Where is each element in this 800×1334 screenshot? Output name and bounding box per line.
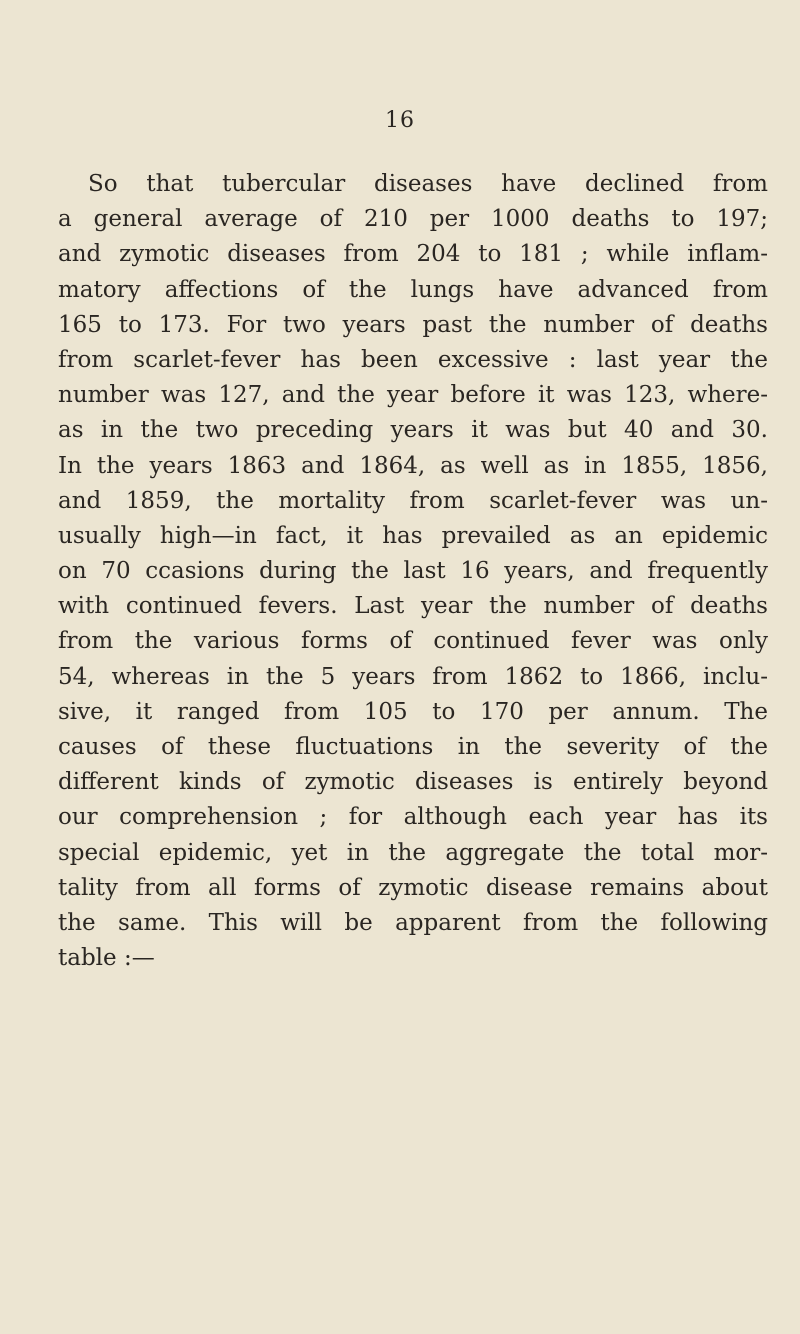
text-line: from scarlet-fever has been excessive : last year the — [58, 346, 768, 373]
text-line: different kinds of zymotic diseases is entirely beyond — [58, 769, 768, 796]
text-line: tality from all forms of zymotic disease remains about — [58, 874, 768, 901]
text-line: with continued fevers. Last year the number of deaths — [58, 593, 768, 620]
body-paragraph — [58, 167, 768, 976]
text-line: on 70 ccasions during the last 16 years, and frequently — [58, 558, 768, 585]
text-line: usually high—in fact, it has prevailed as an epidemic — [58, 522, 768, 549]
text-line: sive, it ranged from 105 to 170 per annum. The — [58, 698, 768, 725]
text-line: the same. This will be apparent from the following — [58, 909, 768, 936]
text-line: and zymotic diseases from 204 to 181 ; while inflam- — [58, 241, 768, 268]
text-line: 165 to 173. For two years past the number of deaths — [58, 311, 768, 338]
text-line: matory affections of the lungs have advanced from — [58, 276, 768, 303]
text-line: number was 127, and the year before it was 123, where- — [58, 382, 768, 409]
text-line: 54, whereas in the 5 years from 1862 to 1866, inclu- — [58, 663, 768, 690]
text-line: table :— — [58, 945, 155, 972]
text-line: a general average of 210 per 1000 deaths to 197; — [58, 206, 768, 233]
text-line: So that tubercular diseases have declined from — [88, 171, 768, 197]
text-line: from the various forms of continued fever was only — [58, 628, 768, 655]
text-line: In the years 1863 and 1864, as well as in 1855, 1856, — [58, 452, 768, 479]
text-line: causes of these fluctuations in the severity of the — [58, 734, 768, 760]
page-number: 16 — [385, 108, 415, 133]
text-line: and 1859, the mortality from scarlet-fever was un- — [58, 487, 768, 514]
text-line: as in the two preceding years it was but 40 and 30. — [58, 417, 768, 444]
text-line: our comprehension ; for although each year has its — [58, 804, 768, 831]
text-line: special epidemic, yet in the aggregate the total mor- — [58, 839, 768, 866]
